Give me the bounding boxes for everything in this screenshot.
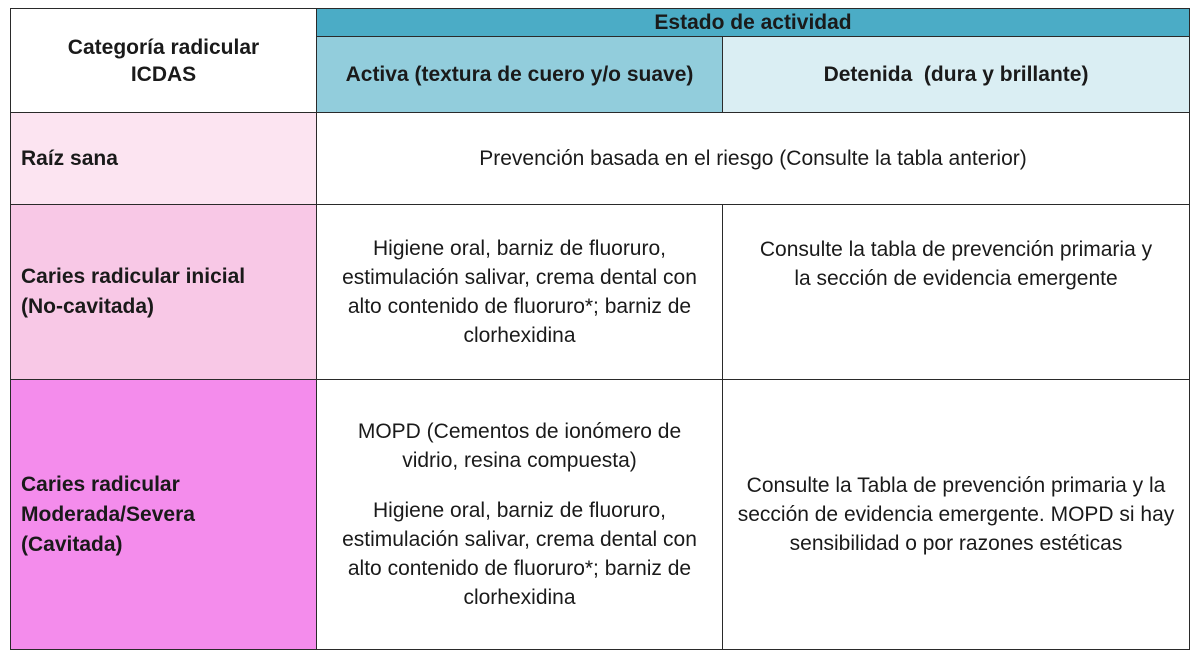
row-moderate-severe-category-line3: (Cavitada) [21,532,123,556]
header-activity-state-label: Estado de actividad [654,10,852,34]
header-category [11,9,317,113]
row-initial-caries-category-line1: Caries radicular inicial [21,265,246,288]
row-initial-caries-arrested-text: Consulte la tabla de prevención primaria y la sección de evidencia emergente [759,238,1153,290]
row-moderate-severe-active-para2: Higiene oral, barniz de fluoruro, estimulación salivar, crema dental con alto contenido de fluoruro*; barniz de clorhexidina [342,499,697,609]
header-arrested-label: Detenida (dura y brillante) [823,63,1089,86]
row-moderate-severe-category [11,380,317,650]
header-activity-state [317,9,1190,37]
header-active [317,37,723,113]
row-moderate-severe-arrested [723,380,1190,650]
header-arrested [723,37,1190,113]
row-sound-root-category [11,113,317,205]
row-moderate-severe-active-para1: MOPD (Cementos de ionómero de vidrio, resina compuesta) [357,420,682,472]
row-initial-caries-active [317,205,723,380]
header-category-label: Categoría radicular ICDAS [67,35,260,86]
row-moderate-severe-category-line1: Caries radicular [21,472,180,496]
header-active-label: Activa (textura de cuero y/o suave) [345,63,694,86]
row-moderate-severe-category-line2: Moderada/Severa [21,502,195,526]
header-row-top [11,9,1190,37]
row-initial-caries-arrested [723,205,1190,380]
row-initial-caries-category-line2: (No-cavitada) [21,295,155,318]
row-sound-root [11,113,1190,205]
row-initial-caries-active-text: Higiene oral, barniz de fluoruro, estimulación salivar, crema dental con alto contenido de fluoruro*; barniz de clorhexidina [342,237,697,347]
row-initial-caries-category [11,205,317,380]
row-moderate-severe-arrested-text: Consulte la Tabla de prevención primaria y la sección de evidencia emergente. MOPD si hay sensibilidad o por razones estéticas [737,474,1175,555]
row-sound-root-category-label: Raíz sana [21,146,118,170]
icdas-root-caries-table [10,8,1190,650]
row-sound-root-recommendation-text: Prevención basada en el riesgo (Consulte la tabla anterior) [479,147,1027,170]
row-moderate-severe-caries [11,380,1190,650]
row-moderate-severe-active [317,380,723,650]
row-sound-root-recommendation [317,113,1190,205]
row-initial-caries [11,205,1190,380]
